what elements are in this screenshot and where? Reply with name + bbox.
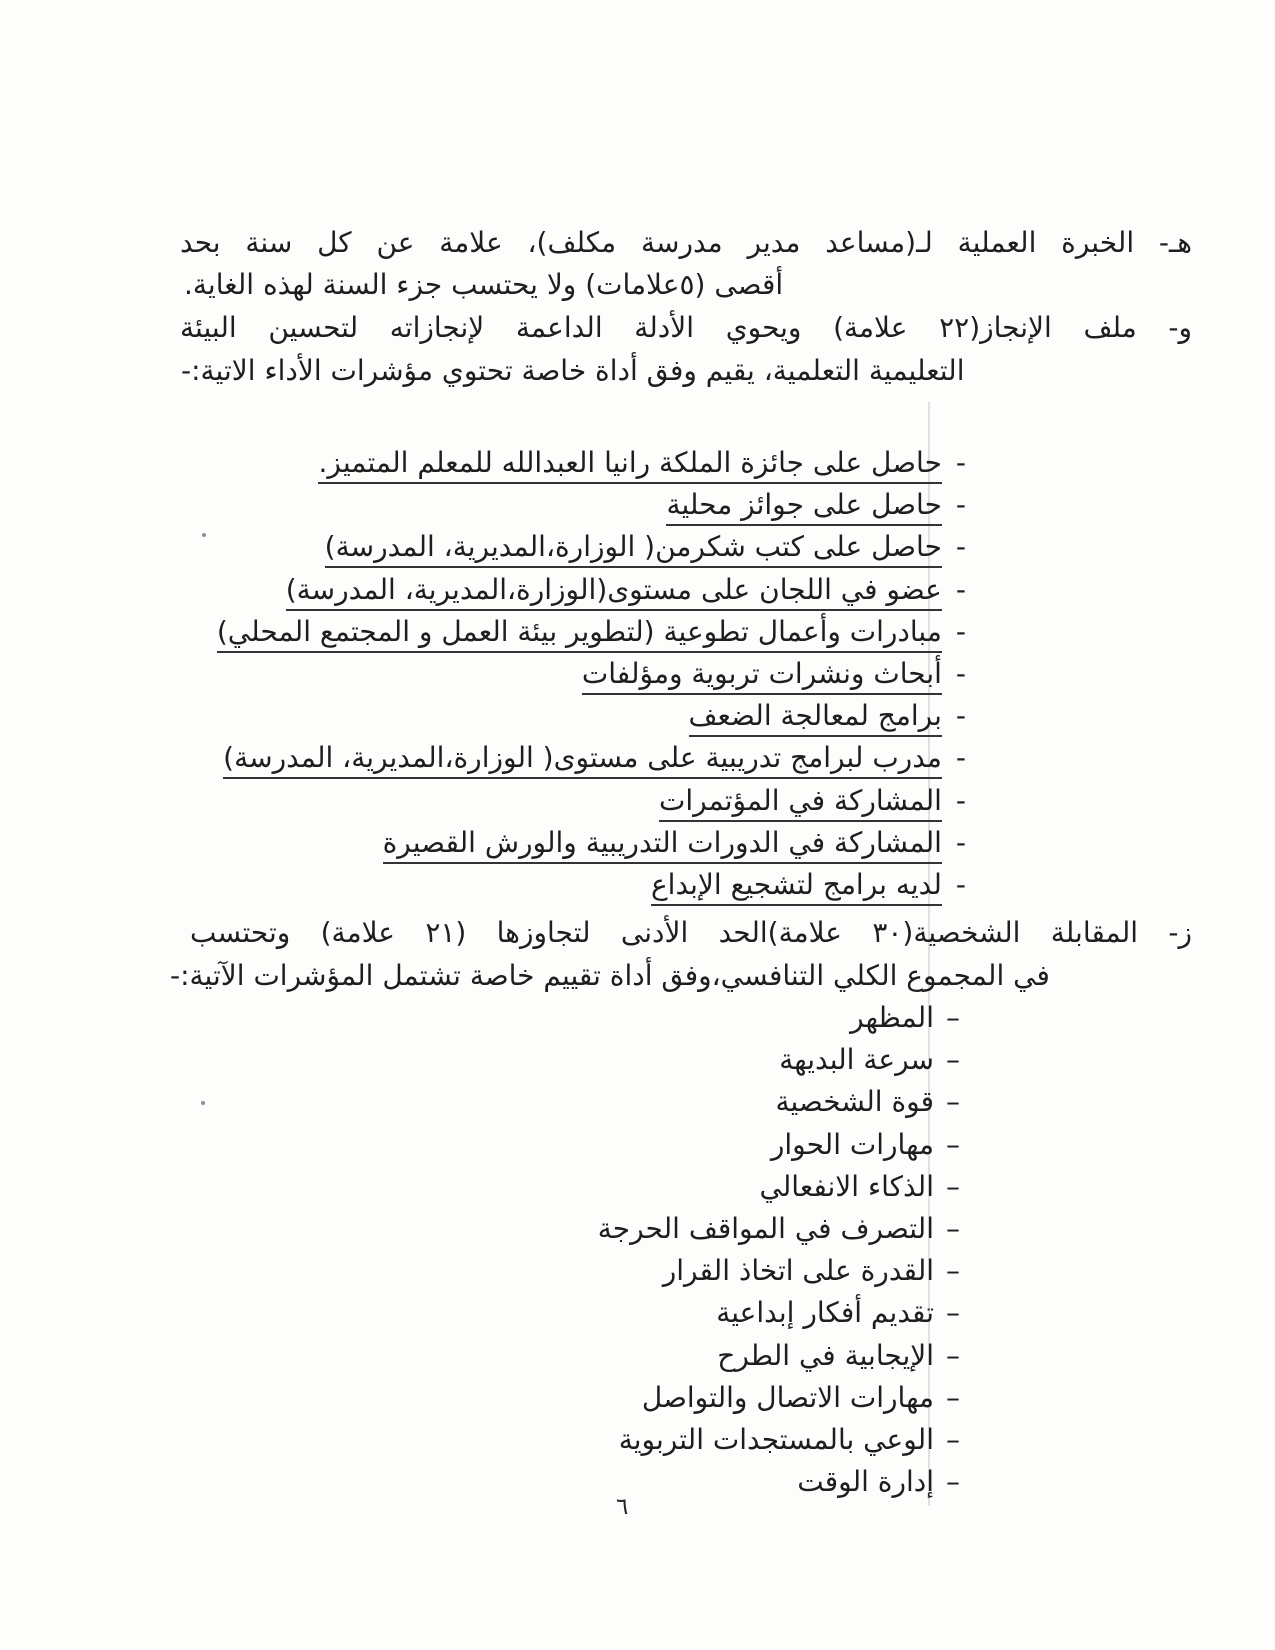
list-item-text: مدرب لبرامج تدريبية على مستوى( الوزارة،المديرية، المدرسة) — [223, 741, 942, 779]
list-item-text: تقديم أفكار إبداعية — [716, 1296, 934, 1330]
clause-h-line2: أقصى (٥علامات) ولا يحتسب جزء السنة لهذه الغاية. — [184, 268, 784, 301]
bullet-dash-icon: - — [955, 699, 966, 733]
bullet-dash-icon: – — [946, 1127, 960, 1161]
list-item-text: إدارة الوقت — [797, 1465, 934, 1499]
bullet-dash-icon: – — [946, 1169, 960, 1203]
list-item-text: المظهر — [850, 1001, 934, 1034]
bullet-dash-icon: - — [955, 530, 966, 564]
list-item-text: حاصل على جوائز محلية — [666, 488, 941, 526]
list-item-text: التصرف في المواقف الحرجة — [597, 1212, 934, 1245]
list-item — [651, 868, 966, 902]
list-item — [775, 1085, 960, 1119]
clause-z-line1: ز- المقابلة الشخصية(٣٠ علامة)الحد الأدنى لتجاوزها (٢١ علامة) وتحتسب — [190, 916, 1192, 949]
list-item-text: مهارات الحوار — [770, 1127, 934, 1161]
list-item-text: المشاركة في الدورات التدريبية والورش القصيرة — [383, 826, 942, 864]
bullet-dash-icon: – — [946, 1465, 960, 1499]
list-item-text: سرعة البديهة — [779, 1043, 934, 1077]
list-item — [716, 1296, 960, 1330]
list-item — [759, 1170, 960, 1204]
scan-speck — [202, 533, 206, 537]
bullet-dash-icon: – — [946, 1338, 960, 1372]
list-item — [383, 826, 966, 860]
bullet-dash-icon: – — [946, 1043, 960, 1077]
list-item — [717, 1339, 960, 1373]
list-item-text: المشاركة في المؤتمرات — [659, 784, 942, 822]
list-item-text: حاصل على كتب شكرمن( الوزارة،المديرية، المدرسة) — [325, 530, 942, 568]
list-item-text: لديه برامج لتشجيع الإبداع — [651, 868, 942, 906]
list-item — [666, 488, 966, 522]
list-item — [659, 784, 966, 818]
bullet-dash-icon: - — [955, 572, 966, 606]
clause-w-line1: و- ملف الإنجاز(٢٢ علامة) ويحوي الأدلة الداعمة لإنجازاته لتحسين البيئة — [180, 311, 1192, 344]
page-number: ٦ — [616, 1494, 629, 1520]
list-item-text: أبحاث ونشرات تربوية ومؤلفات — [582, 657, 942, 695]
bullet-dash-icon: - — [955, 783, 966, 817]
bullet-dash-icon: – — [946, 1085, 960, 1119]
list-item-text: برامج لمعالجة الضعف — [689, 699, 942, 737]
list-item — [797, 1465, 960, 1499]
list-item — [223, 741, 966, 775]
bullet-dash-icon: - — [955, 825, 966, 859]
clause-h-line1: هـ- الخبرة العملية لـ(مساعد مدير مدرسة مكلف)، علامة عن كل سنة بحد — [180, 226, 1192, 259]
bullet-dash-icon: – — [946, 1254, 960, 1288]
bullet-dash-icon: – — [946, 1296, 960, 1330]
list-item-text: الذكاء الانفعالي — [759, 1169, 934, 1203]
bullet-dash-icon: - — [955, 614, 966, 648]
scan-speck — [201, 1101, 205, 1105]
list-item — [642, 1381, 960, 1415]
bullet-dash-icon: - — [955, 446, 966, 479]
list-item — [850, 1001, 960, 1035]
bullet-dash-icon: – — [946, 1423, 960, 1456]
list-item — [663, 1254, 960, 1288]
list-item — [619, 1423, 960, 1457]
list-item — [325, 530, 966, 564]
list-item — [689, 699, 966, 733]
list-item-text: عضو في اللجان على مستوى(الوزارة،المديرية، المدرسة) — [286, 573, 942, 611]
list-item — [771, 1128, 960, 1162]
list-item-text: قوة الشخصية — [775, 1085, 934, 1119]
list-item — [217, 615, 966, 649]
list-item — [286, 573, 966, 607]
list-item — [779, 1043, 960, 1077]
list-item — [582, 657, 966, 691]
list-item — [598, 1212, 960, 1246]
list-item — [318, 446, 966, 480]
bullet-dash-icon: – — [946, 1212, 960, 1245]
bullet-dash-icon: - — [955, 657, 966, 690]
clause-z-line2: في المجموع الكلي التنافسي،وفق أداة تقييم خاصة تشتمل المؤشرات الآتية:- — [170, 959, 1050, 992]
list-item-text: القدرة على اتخاذ القرار — [662, 1254, 934, 1288]
list-item-text: الإيجابية في الطرح — [717, 1338, 934, 1372]
list-item-text: الوعي بالمستجدات التربوية — [618, 1423, 934, 1456]
bullet-dash-icon: – — [946, 1380, 960, 1414]
bullet-dash-icon: – — [946, 1001, 960, 1034]
list-item-text: مبادرات وأعمال تطوعية (لتطوير بيئة العمل و المجتمع المحلي) — [217, 615, 942, 653]
list-item-text: مهارات الاتصال والتواصل — [641, 1380, 934, 1414]
bullet-dash-icon: - — [955, 868, 966, 901]
clause-w-line2: التعليمية التعلمية، يقيم وفق أداة خاصة تحتوي مؤشرات الأداء الاتية:- — [181, 354, 965, 387]
list-item-text: حاصل على جائزة الملكة رانيا العبدالله للمعلم المتميز. — [318, 446, 941, 484]
bullet-dash-icon: - — [955, 488, 966, 522]
bullet-dash-icon: - — [955, 741, 966, 775]
